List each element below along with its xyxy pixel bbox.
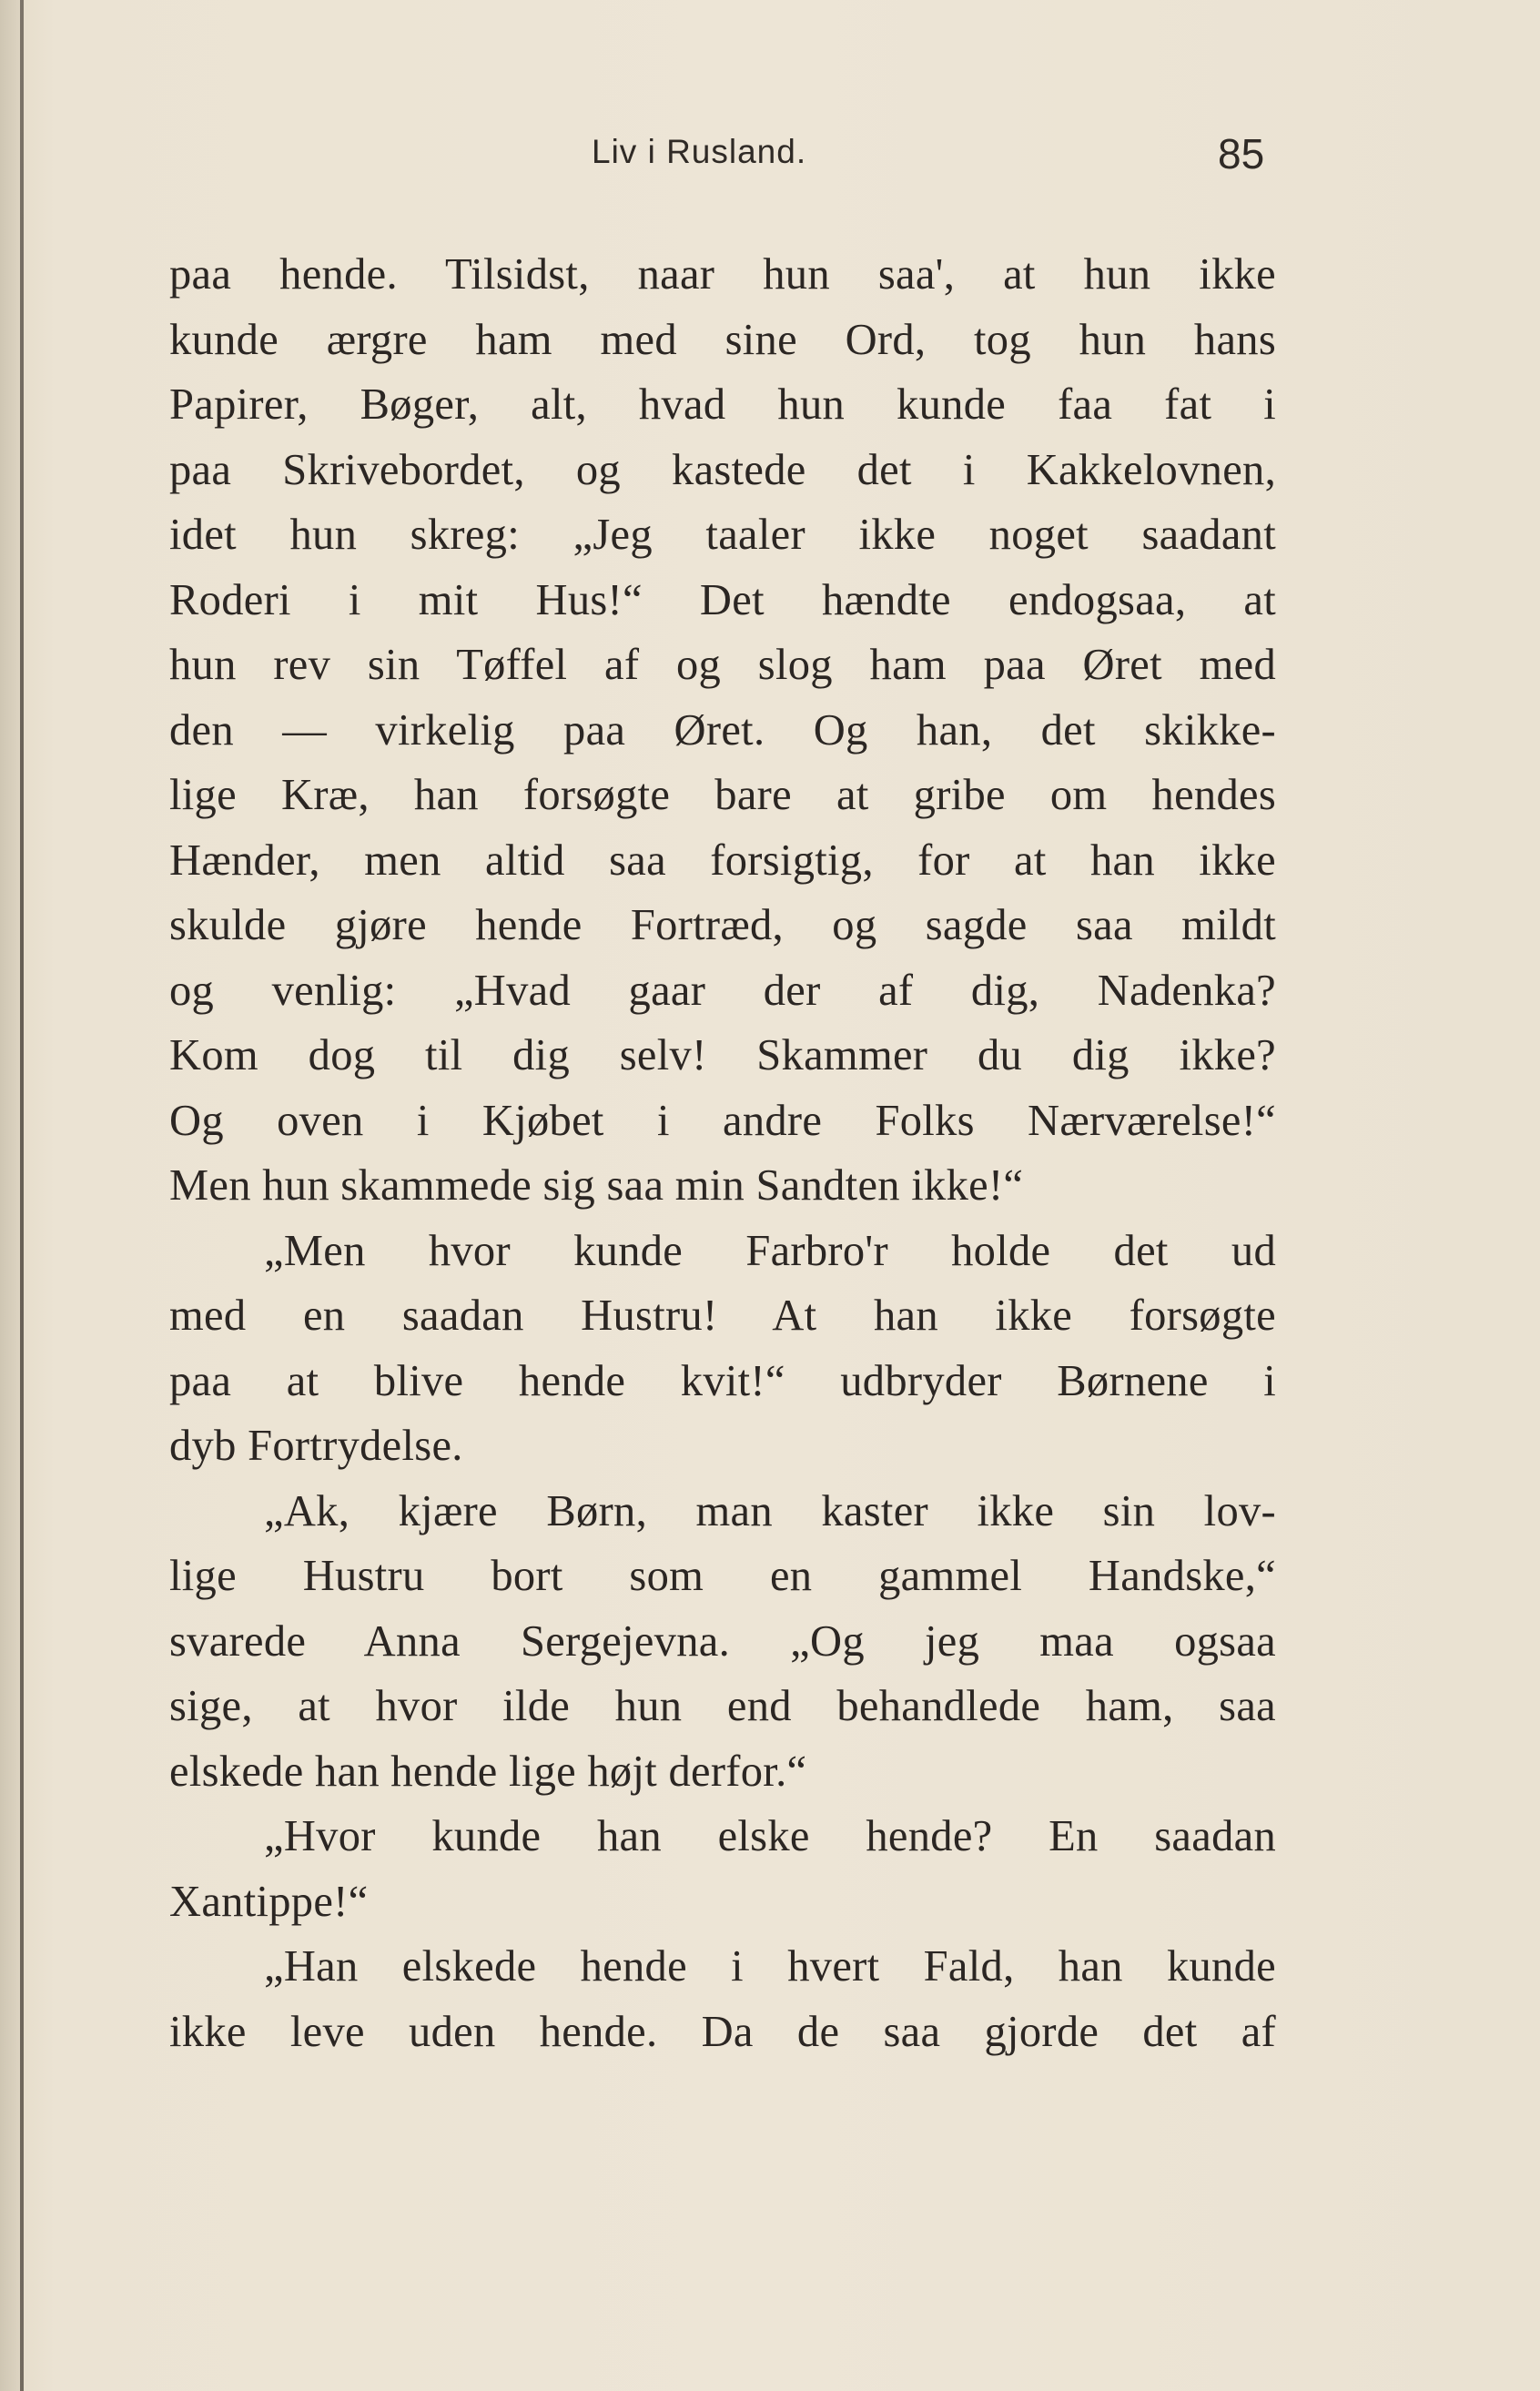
text-line: elskede han hende lige højt derfor.“ bbox=[169, 1747, 807, 1796]
text-line: Papirer, Bøger, alt, hvad hun kunde faa fat i bbox=[169, 380, 1276, 429]
text-line: og venlig: „Hvad gaar der af dig, Nadenka? bbox=[169, 966, 1276, 1015]
text-line: idet hun skreg: „Jeg taaler ikke noget saadant bbox=[169, 511, 1276, 559]
body-text bbox=[169, 242, 1276, 2064]
text-line: med en saadan Hustru! At han ikke forsøgte bbox=[169, 1292, 1276, 1340]
page-header bbox=[0, 126, 1540, 189]
text-line: den — virkelig paa Øret. Og han, det skikke- bbox=[169, 705, 1276, 755]
text-line: skulde gjøre hende Fortræd, og sagde saa mildt bbox=[169, 901, 1276, 949]
text-line: paa hende. Tilsidst, naar hun saa', at hun ikke bbox=[169, 250, 1276, 299]
text-line: lige Hustru bort som en gammel Handske,“ bbox=[169, 1552, 1276, 1600]
text-line: Og oven i Kjøbet i andre Folks Nærværelse!“ bbox=[169, 1096, 1276, 1145]
page-number: 85 bbox=[1218, 130, 1265, 177]
text-line: dyb Fortrydelse. bbox=[169, 1422, 463, 1470]
page-gutter-shade bbox=[0, 0, 20, 2391]
text-line: lige Kræ, han forsøgte bare at gribe om hendes bbox=[169, 771, 1276, 819]
text-line: paa Skrivebordet, og kastede det i Kakkelovnen, bbox=[169, 445, 1276, 494]
text-line: hun rev sin Tøffel af og slog ham paa Øret med bbox=[169, 641, 1276, 689]
text-line: ikke leve uden hende. Da de saa gjorde det af bbox=[169, 2007, 1276, 2056]
text-line: „Ak, kjære Børn, man kaster ikke sin lov- bbox=[264, 1486, 1276, 1535]
running-title: Liv i Rusland. bbox=[592, 133, 807, 170]
text-line: „Hvor kunde han elske hende? En saadan bbox=[264, 1812, 1276, 1860]
text-line: „Han elskede hende i hvert Fald, han kunde bbox=[264, 1942, 1276, 1991]
binding-edge bbox=[20, 0, 24, 2391]
text-line: sige, at hvor ilde hun end behandlede ham, saa bbox=[169, 1682, 1276, 1730]
text-line: kunde ærgre ham med sine Ord, tog hun hans bbox=[169, 315, 1276, 364]
text-line: svarede Anna Sergejevna. „Og jeg maa ogsaa bbox=[169, 1616, 1276, 1666]
text-line: Men hun skammede sig saa min Sandten ikke!“ bbox=[169, 1161, 1024, 1210]
text-line: Hænder, men altid saa forsigtig, for at han ikke bbox=[169, 836, 1276, 885]
text-line: Kom dog til dig selv! Skammer du dig ikke? bbox=[169, 1031, 1276, 1079]
text-line: „Men hvor kunde Farbro'r holde det ud bbox=[264, 1226, 1276, 1275]
text-line: Roderi i mit Hus!“ Det hændte endogsaa, at bbox=[169, 575, 1276, 624]
text-line: paa at blive hende kvit!“ udbryder Børnene i bbox=[169, 1356, 1276, 1405]
text-line: Xantippe!“ bbox=[169, 1877, 369, 1926]
